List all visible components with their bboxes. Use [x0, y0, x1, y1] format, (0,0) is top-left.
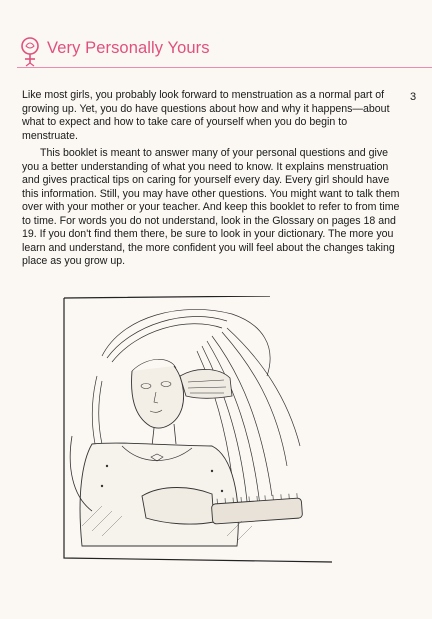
page-title: Very Personally Yours: [47, 39, 210, 57]
header-divider: [17, 67, 432, 68]
venus-flower-icon: [17, 36, 43, 68]
page-header: [17, 34, 432, 74]
page-number: 3: [410, 91, 417, 103]
paragraph-intro: Like most girls, you probably look forward to menstruation as a normal part of growing up. Yet, you do have questions about how and why it happens—about what to expect and how to take care of yourself when you do begin to menstruate.: [22, 89, 390, 142]
paragraph-booklet: This booklet is meant to answer many of your personal questions and give you a better understanding of what you need to know. It explains menstruation and gives practical tips on caring for yourself every day. Every girl should have this information. Still, you may have other questions. You might want to talk them over with your mother or your teacher. And keep this booklet to refer to from time to time. For words you do not understand, look in the Glossary on pages 18 and 19. If you don't find them there, be sure to look in your dictionary. The more you learn and understand, the more confident you will feel about the changes taking place as you grow up.: [22, 147, 400, 267]
girl-illustration: [62, 296, 332, 564]
body-text: [22, 89, 400, 273]
